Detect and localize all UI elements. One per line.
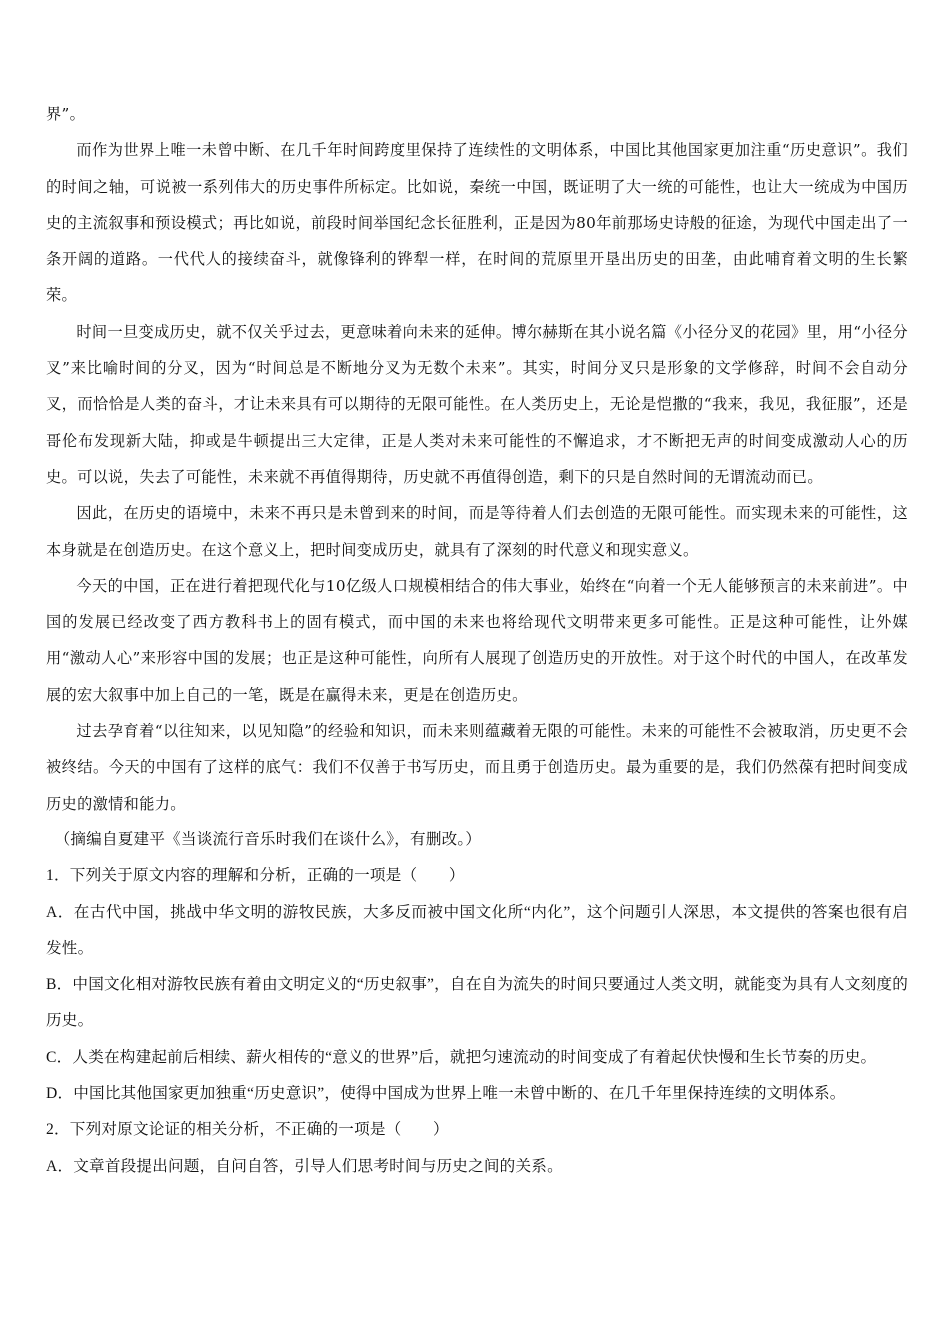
document-page [46, 96, 908, 1185]
question-1-option-d: D．中国比其他国家更加独重“历史意识”，使得中国成为世界上唯一未曾中断的、在几千年里保持连续的文明体系。 [46, 1085, 846, 1103]
paragraph: 过去孕育着“以往知来，以见知隐”的经验和知识，而未来则蕴藏着无限的可能性。未来的可能性不会被取消，历史更不会被终结。今天的中国有了这样的底气：我们不仅善于书写历史，而且勇于创造历史。最为重要的是，我们仍然葆有把时间变成历史的激情和能力。 [46, 722, 908, 813]
question-2-option-a: A．文章首段提出问题，自问自答，引导人们思考时间与历史之间的关系。 [46, 1157, 563, 1175]
paragraph: 而作为世界上唯一未曾中断、在几千年时间跨度里保持了连续性的文明体系，中国比其他国家更加注重“历史意识”。我们的时间之轴，可说被一系列伟大的历史事件所标定。比如说，秦统一中国，既证明了大一统的可能性，也让大一统成为中国历史的主流叙事和预设模式；再比如说，前段时间举国纪念长征胜利，正是因为80年前那场史诗般的征途，为现代中国走出了一条开阔的道路。一代代人的接续奋斗，就像锋利的铧犁一样，在时间的荒原里开垦出历史的田垄，由此哺育着文明的生长繁荣。 [46, 141, 908, 305]
question-1-option-a: A．在古代中国，挑战中华文明的游牧民族，大多反而被中国文化所“内化”，这个问题引人深思，本文提供的答案也很有启发性。 [46, 903, 908, 957]
question-1-option-c: C．人类在构建起前后相续、薪火相传的“意义的世界”后，就把匀速流动的时间变成了有着起伏快慢和生长节奏的历史。 [46, 1048, 877, 1066]
paragraph: 因此，在历史的语境中，未来不再只是未曾到来的时间，而是等待着人们去创造的无限可能性。而实现未来的可能性，这本身就是在创造历史。在这个意义上，把时间变成历史，就具有了深刻的时代意义和现实意义。 [46, 504, 908, 559]
question-2-stem: 2．下列对原文论证的相关分析，不正确的一项是（ ） [46, 1121, 449, 1139]
question-1-option-b: B．中国文化相对游牧民族有着由文明定义的“历史叙事”，自在自为流失的时间只要通过人类文明，就能变为具有人文刻度的历史。 [46, 976, 908, 1030]
source-note: （摘编自夏建平《当谈流行音乐时我们在谈什么》，有删改。） [54, 830, 482, 848]
paragraph-continuation: 界”。 [46, 105, 86, 123]
paragraph: 时间一旦变成历史，就不仅关乎过去，更意味着向未来的延伸。博尔赫斯在其小说名篇《小径分叉的花园》里，用“小径分叉”来比喻时间的分叉，因为“时间总是不断地分叉为无数个未来”。其实，时间分叉只是形象的文学修辞，时间不会自动分叉，而恰恰是人类的奋斗，才让未来具有可以期待的无限可能性。在人类历史上，无论是恺撒的“我来，我见，我征服”，还是哥伦布发现新大陆，抑或是牛顿提出三大定律，正是人类对未来可能性的不懈追求，才不断把无声的时间变成激动人心的历史。可以说，失去了可能性，未来就不再值得期待，历史就不再值得创造，剩下的只是自然时间的无谓流动而已。 [46, 322, 908, 486]
question-1-stem: 1．下列关于原文内容的理解和分析，正确的一项是（ ） [46, 867, 465, 885]
paragraph: 今天的中国，正在进行着把现代化与10亿级人口规模相结合的伟大事业，始终在“向着一个无人能够预言的未来前进”。中国的发展已经改变了西方教科书上的固有模式，而中国的未来也将给现代文明带来更多可能性。正是这种可能性，让外媒用“激动人心”来形容中国的发展；也正是这种可能性，向所有人展现了创造历史的开放性。对于这个时代的中国人，在改革发展的宏大叙事中加上自己的一笔，既是在赢得未来，更是在创造历史。 [46, 576, 908, 704]
